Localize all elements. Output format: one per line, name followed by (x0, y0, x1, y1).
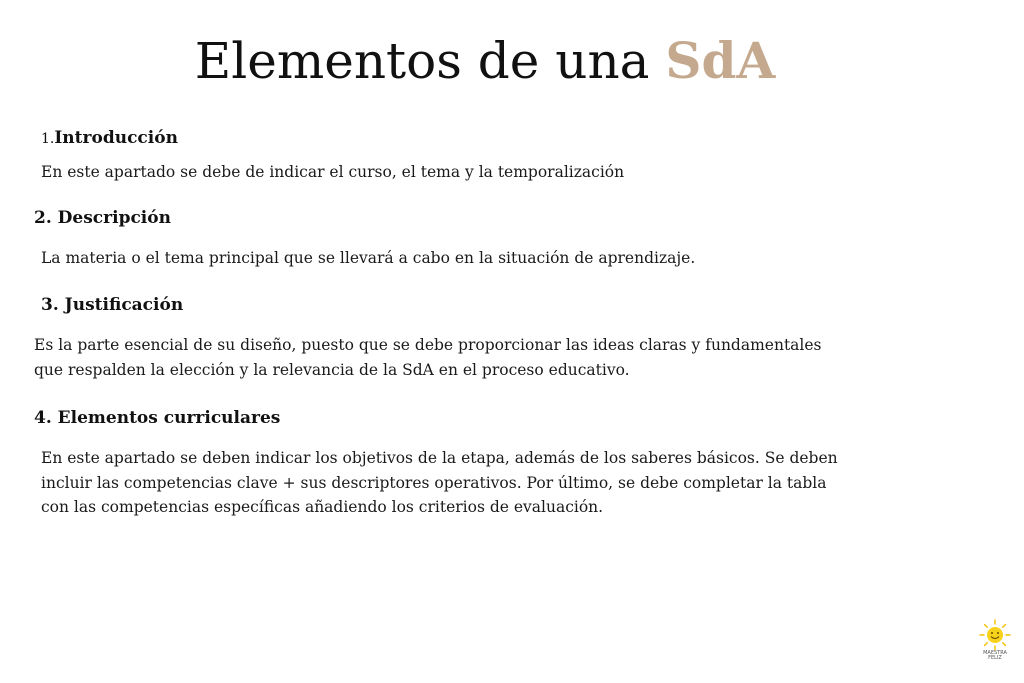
section-number: 3. (41, 295, 59, 315)
page-title (0, 26, 970, 96)
text-line: La materia o el tema principal que se llevará a cabo en la situación de aprendizaje. (41, 249, 696, 267)
logo-wordmark: MAESTRA FELIZ (983, 650, 1007, 661)
text-line: incluir las competencias clave + sus descriptores operativos. Por último, se debe completar la tabla (41, 473, 827, 492)
section-number: 2. (34, 208, 52, 228)
text-line: Es la parte esencial de su diseño, puesto que se debe proporcionar las ideas claras y fundamentales (34, 336, 822, 354)
section-heading-descripcion (34, 206, 171, 230)
section-heading-elementos-curriculares (34, 406, 280, 430)
section-text-introduccion (41, 160, 624, 185)
page-title-accent: SdA (665, 31, 776, 90)
section-number: 4. (34, 408, 52, 428)
section-title: Justificación (64, 295, 184, 315)
section-title: Introducción (54, 128, 178, 148)
section-heading-introduccion (41, 126, 178, 151)
section-text-elementos-curriculares (41, 446, 838, 520)
text-line: que respalden la elección y la relevancia de la SdA en el proceso educativo. (34, 360, 630, 379)
section-text-justificacion (34, 333, 822, 382)
text-line: En este apartado se debe de indicar el curso, el tema y la temporalización (41, 163, 625, 181)
section-title: Descripción (57, 208, 171, 228)
text-line: En este apartado se deben indicar los objetivos de la etapa, además de los saberes básicos. Se deben (41, 449, 838, 467)
section-title: Elementos curriculares (57, 408, 281, 428)
section-heading-justificacion (41, 293, 183, 317)
page-title-main: Elementos de una (194, 32, 650, 90)
section-text-descripcion (41, 246, 695, 271)
text-line: con las competencias específicas añadiendo los criterios de evaluación. (41, 498, 604, 516)
section-number: 1. (41, 131, 55, 147)
